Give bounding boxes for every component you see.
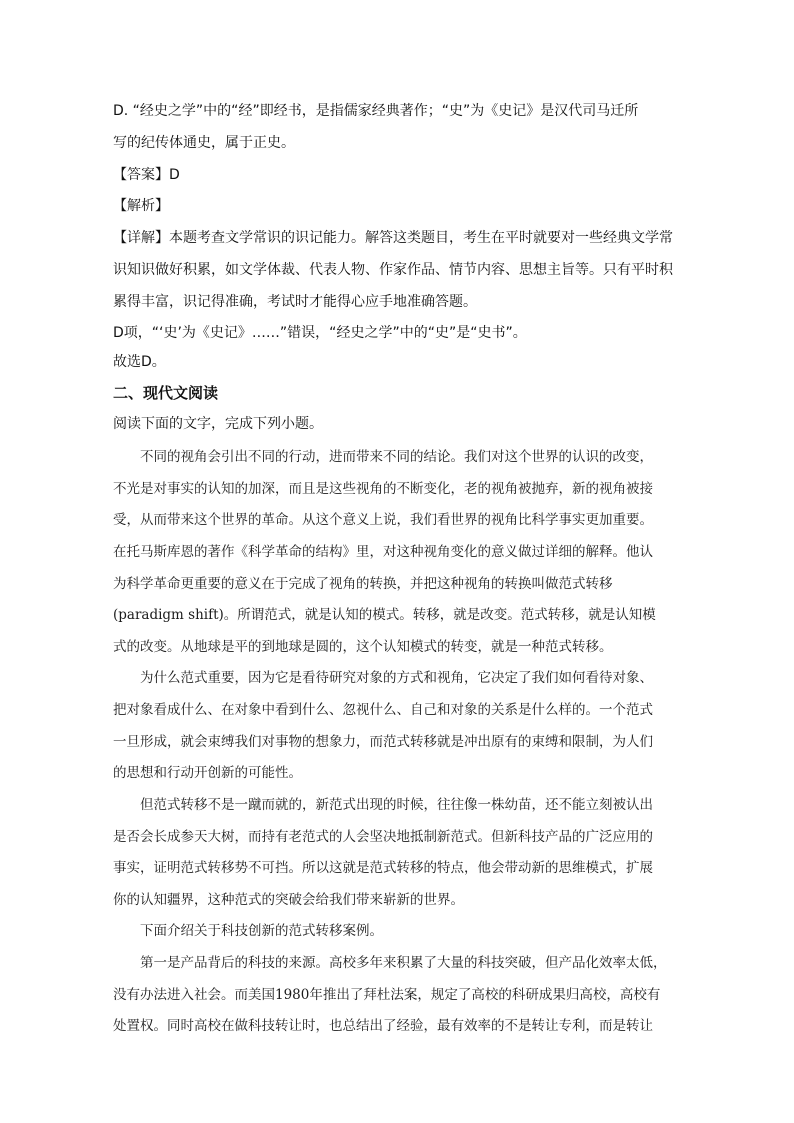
answer-line bbox=[113, 167, 180, 183]
detail-line-5: 故选D。 bbox=[113, 354, 166, 370]
answer-tag: 【答案】 bbox=[113, 167, 169, 183]
detail-text-1: 本题考查文学常识的识记能力。解答这类题目，考生在平时就要对一些经典文学常 bbox=[169, 230, 673, 246]
passage-line: 但范式转移不是一蹴而就的，新范式出现的时候，往往像一株幼苗，还不能立刻被认出 bbox=[113, 797, 653, 813]
detail-line-1 bbox=[113, 230, 673, 246]
reading-instruction: 阅读下面的文字，完成下列小题。 bbox=[113, 416, 323, 432]
option-d-line-1: D. “经史之学”中的“经”即经书，是指儒家经典著作；“史”为《史记》是汉代司马迁所 bbox=[113, 103, 639, 119]
analysis-tag: 【解析】 bbox=[113, 198, 169, 214]
passage-line: 你的认知疆界，这种范式的突破会给我们带来崭新的世界。 bbox=[113, 892, 464, 908]
detail-line-4: D项，“‘史’为《史记》……”错误，“经史之学”中的“史”是“史书”。 bbox=[113, 325, 527, 341]
option-d-line-2: 写的纪传体通史，属于正史。 bbox=[113, 135, 295, 151]
passage-line: 是否会长成参天大树，而持有老范式的人会坚决地抵制新范式。但新科技产品的广泛应用的 bbox=[113, 829, 653, 845]
passage-line: (paradigm shift)。所谓范式，就是认知的模式。转移，就是改变。范式转移，就是认知模 bbox=[113, 607, 656, 623]
passage-line: 不同的视角会引出不同的行动，进而带来不同的结论。我们对这个世界的认识的改变， bbox=[113, 449, 653, 465]
passage-line: 把对象看成什么、在对象中看到什么、忽视什么、自己和对象的关系是什么样的。一个范式 bbox=[113, 702, 653, 718]
passage-line: 为科学革命更重要的意义在于完成了视角的转换，并把这种视角的转换叫做范式转移 bbox=[113, 576, 613, 592]
passage-line: 不光是对事实的认知的加深，而且是这些视角的不断变化，老的视角被抛弃，新的视角被接 bbox=[113, 481, 653, 497]
section-heading: 二、现代文阅读 bbox=[113, 384, 219, 402]
passage-line: 事实，证明范式转移势不可挡。所以这就是范式转移的特点，他会带动新的思维模式，扩展 bbox=[113, 860, 653, 876]
answer-value: D bbox=[169, 167, 180, 183]
passage-line: 处置权。同时高校在做科技转让时，也总结出了经验，最有效率的不是转让专利，而是转让 bbox=[113, 1018, 653, 1034]
passage-line: 受，从而带来这个世界的革命。从这个意义上说，我们看世界的视角比科学事实更加重要。 bbox=[113, 512, 653, 528]
passage-line: 没有办法进入社会。而美国1980年推出了拜杜法案，规定了高校的科研成果归高校，高校有 bbox=[113, 987, 661, 1003]
detail-line-3: 累得丰富，识记得准确，考试时才能得心应手地准确答题。 bbox=[113, 294, 477, 310]
passage-line: 为什么范式重要，因为它是看待研究对象的方式和视角，它决定了我们如何看待对象、 bbox=[113, 670, 653, 686]
passage-line: 下面介绍关于科技创新的范式转移案例。 bbox=[113, 923, 383, 939]
passage-line: 一旦形成，就会束缚我们对事物的想象力，而范式转移就是冲出原有的束缚和限制，为人们 bbox=[113, 734, 653, 750]
detail-line-2: 识知识做好积累，如文学体裁、代表人物、作家作品、情节内容、思想主旨等。只有平时积 bbox=[113, 262, 673, 278]
detail-tag: 【详解】 bbox=[113, 230, 169, 246]
analysis-line bbox=[113, 198, 169, 214]
passage-line: 的思想和行动开创新的可能性。 bbox=[113, 765, 302, 781]
passage-line: 式的改变。从地球是平的到地球是圆的，这个认知模式的转变，就是一种范式转移。 bbox=[113, 639, 613, 655]
passage-line: 在托马斯库恩的著作《科学革命的结构》里，对这种视角变化的意义做过详细的解释。他认 bbox=[113, 544, 653, 560]
passage-line: 第一是产品背后的科技的来源。高校多年来积累了大量的科技突破，但产品化效率太低， bbox=[113, 955, 667, 971]
